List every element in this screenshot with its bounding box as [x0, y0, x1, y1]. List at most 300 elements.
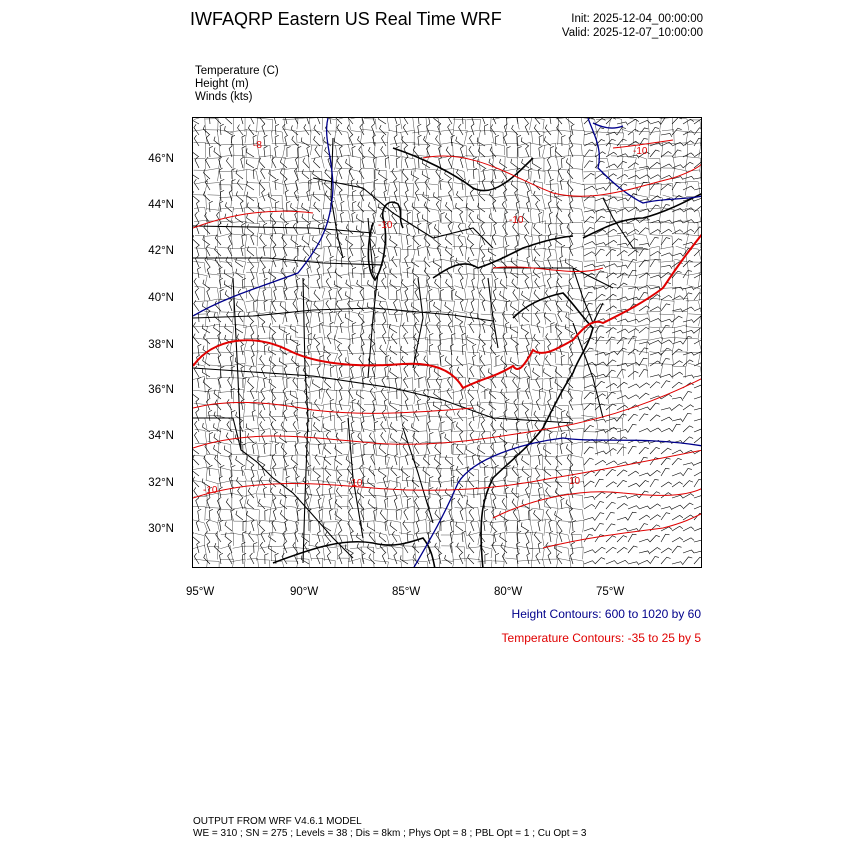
county-line: [193, 506, 205, 520]
county-line: [662, 236, 672, 248]
wind-barb: [473, 168, 477, 179]
wind-barb: [562, 157, 566, 168]
wind-barb: [261, 388, 265, 399]
county-line: [362, 129, 374, 144]
wind-barb: [220, 289, 224, 300]
wind-barb: [694, 551, 702, 554]
wind-barb: [324, 455, 331, 465]
wind-barb: [360, 289, 364, 300]
county-line: [429, 416, 442, 429]
county-line: [247, 262, 259, 273]
wind-barb: [408, 246, 412, 257]
wind-barb: [207, 542, 210, 553]
wind-barb: [336, 488, 342, 499]
wind-barb: [241, 344, 244, 355]
wind-barb: [694, 152, 702, 157]
wind-barb: [250, 388, 254, 399]
wind-barb: [202, 368, 210, 377]
county-line: [686, 301, 701, 312]
wind-barb: [549, 520, 552, 531]
county-line: [608, 207, 622, 223]
wind-barb: [661, 458, 671, 465]
wind-barb: [413, 543, 419, 553]
county-line: [387, 352, 401, 365]
wind-barb: [650, 307, 661, 311]
county-line: [322, 379, 335, 391]
wind-barb: [480, 245, 485, 256]
wind-barb: [198, 344, 202, 355]
county-line: [531, 364, 543, 376]
wind-barb: [477, 214, 485, 223]
wind-barb: [221, 190, 225, 201]
wind-barb: [524, 118, 530, 124]
wind-barb: [390, 368, 397, 377]
wind-barb: [302, 203, 309, 212]
legend-height: Height (m): [195, 78, 249, 90]
wind-barb: [469, 146, 474, 157]
wind-barb: [374, 179, 378, 190]
wind-barb: [324, 444, 331, 454]
wind-barb: [207, 289, 210, 300]
wind-barb: [401, 346, 408, 355]
wind-barb: [567, 180, 573, 190]
wind-barb: [448, 124, 452, 135]
weather-map: [193, 118, 702, 568]
contour-label: -10: [633, 146, 648, 157]
county-line: [569, 222, 584, 236]
county-line: [232, 234, 247, 248]
wind-barb: [193, 235, 199, 245]
wind-barb: [472, 278, 475, 289]
wind-barb: [639, 286, 650, 290]
wind-barb: [346, 280, 353, 289]
county-line: [245, 248, 257, 262]
wind-barb: [522, 268, 529, 278]
wind-barb: [694, 198, 702, 201]
wind-barb: [260, 476, 265, 487]
county-line: [441, 480, 454, 494]
wind-barb: [298, 146, 302, 157]
wind-barb: [275, 179, 279, 190]
temperature-contours: [193, 140, 702, 548]
wind-barb: [639, 447, 649, 454]
county-line: [634, 339, 647, 353]
wind-barb: [275, 443, 279, 454]
wind-barb: [402, 136, 408, 146]
wind-barb: [639, 383, 650, 388]
wind-barb: [396, 509, 400, 520]
wind-barb: [694, 495, 702, 498]
wind-barb: [672, 382, 682, 388]
county-line: [452, 417, 466, 430]
wind-barb: [209, 465, 213, 476]
wind-barb: [242, 465, 245, 476]
county-line: [584, 248, 597, 262]
county-line: [272, 416, 285, 429]
wind-barb: [400, 555, 408, 564]
wind-barb: [628, 208, 639, 213]
wind-barb: [459, 553, 463, 564]
wind-barb: [330, 256, 334, 267]
wind-barb: [275, 146, 279, 157]
wind-barb: [379, 467, 386, 476]
wind-barb: [395, 454, 398, 465]
wind-barb: [606, 306, 617, 311]
wind-barb: [194, 300, 199, 311]
wind-barb: [375, 257, 379, 268]
wind-barb: [301, 138, 309, 147]
wind-barb: [342, 421, 346, 432]
county-line: [207, 353, 219, 363]
wind-barb: [280, 169, 287, 179]
wind-barb: [672, 419, 683, 422]
county-line: [453, 119, 466, 129]
wind-barb: [205, 443, 210, 454]
wind-barb: [672, 239, 682, 245]
wind-barb: [517, 531, 521, 542]
wind-barb: [434, 302, 441, 311]
wind-barb: [445, 235, 452, 245]
wind-barb: [425, 179, 430, 190]
wind-barb: [482, 432, 485, 443]
wind-barb: [334, 281, 342, 290]
wind-barb: [512, 125, 518, 135]
wind-barb: [512, 466, 518, 476]
wind-barb: [394, 190, 397, 201]
wind-barb: [556, 268, 562, 278]
wind-barb: [337, 157, 342, 168]
wind-barb: [617, 128, 626, 136]
wind-barb: [466, 445, 474, 454]
wind-barb: [428, 421, 431, 432]
county-line: [338, 338, 350, 352]
county-line: [323, 389, 337, 404]
wind-barb: [406, 311, 409, 322]
wind-barb: [481, 223, 485, 234]
county-line: [208, 546, 218, 559]
wind-barb: [328, 267, 331, 278]
wind-barb: [628, 287, 639, 290]
wind-barb: [457, 191, 464, 201]
wind-barb: [584, 550, 595, 553]
wind-barb: [584, 504, 595, 509]
wind-barb: [606, 294, 617, 300]
wind-barb: [403, 443, 408, 454]
wind-barb: [683, 538, 694, 542]
county-line: [220, 312, 234, 325]
wind-barb: [639, 481, 649, 488]
wind-barb: [650, 403, 660, 410]
county-line: [309, 337, 324, 353]
wind-barb: [485, 554, 489, 565]
wind-barb: [683, 413, 692, 421]
county-line: [699, 352, 702, 366]
wind-barb: [567, 224, 573, 234]
wind-barb: [606, 139, 616, 146]
county-line: [338, 558, 349, 568]
wind-barb: [429, 344, 433, 355]
wind-barb: [672, 473, 683, 476]
wind-barb: [617, 122, 628, 125]
wind-barb: [339, 168, 342, 179]
wind-barb: [683, 360, 693, 366]
wind-barb: [264, 146, 268, 157]
wind-barb: [193, 455, 199, 465]
wind-barb: [661, 118, 670, 124]
wind-barb: [526, 388, 530, 399]
wind-barb: [694, 506, 702, 510]
wind-barb: [521, 324, 529, 333]
county-line: [377, 313, 388, 328]
wind-barb: [236, 511, 243, 520]
wind-barb: [448, 118, 452, 124]
wind-barb: [314, 158, 321, 168]
wind-barb: [522, 401, 529, 411]
county-line: [269, 506, 285, 519]
county-line: [270, 468, 283, 481]
wind-barb: [538, 487, 541, 498]
wind-barb: [572, 531, 575, 542]
wind-barb: [672, 165, 683, 168]
county-line: [272, 181, 284, 194]
wind-barb: [268, 192, 276, 201]
wind-barb: [550, 377, 554, 388]
wind-barb: [390, 422, 397, 432]
wind-barb: [477, 138, 485, 147]
county-line: [558, 507, 571, 523]
wind-barb: [262, 124, 265, 135]
county-line: [247, 559, 259, 568]
wind-barb: [358, 202, 364, 212]
wind-barb: [606, 512, 615, 520]
county-line: [440, 442, 453, 454]
wind-barb: [339, 399, 342, 410]
wind-barb: [263, 289, 266, 300]
wind-barb: [470, 366, 474, 377]
wind-barb: [501, 378, 507, 389]
wind-barb: [495, 553, 499, 564]
county-line: [364, 119, 376, 130]
wind-barb: [259, 521, 265, 531]
wind-barb: [259, 499, 265, 509]
county-line: [466, 532, 480, 545]
wind-barb: [683, 271, 692, 279]
wind-barb: [518, 147, 522, 158]
county-line: [233, 170, 247, 183]
wind-barb: [214, 137, 221, 146]
wind-barb: [617, 536, 627, 542]
wind-barb: [207, 520, 211, 531]
county-line: [635, 273, 647, 286]
wind-barb: [650, 428, 661, 432]
wind-barb: [317, 118, 320, 124]
lat-label: 38°N: [148, 339, 174, 351]
county-line: [441, 546, 453, 561]
wind-barb: [314, 202, 320, 212]
wind-barb: [661, 152, 672, 158]
wind-barb: [208, 388, 211, 399]
wind-barb: [209, 432, 213, 443]
wind-barb: [584, 458, 594, 465]
county-line: [350, 390, 361, 404]
wind-barb: [381, 146, 386, 157]
wind-barb: [427, 377, 430, 388]
wind-barb: [525, 410, 529, 421]
county-line: [453, 311, 466, 326]
wind-barb: [203, 378, 210, 388]
wind-barb: [336, 499, 343, 509]
wind-barb: [493, 289, 496, 300]
wind-barb: [456, 137, 463, 146]
county-line: [208, 365, 221, 378]
wind-barb: [394, 135, 397, 146]
wind-barb: [470, 322, 475, 333]
wind-barb: [492, 300, 496, 311]
wind-barb: [379, 444, 386, 454]
wind-barb: [193, 390, 199, 399]
county-line: [414, 416, 427, 432]
wind-barb: [452, 444, 456, 455]
wind-barb: [339, 190, 342, 201]
county-line: [609, 299, 621, 311]
wind-barb: [194, 553, 199, 564]
wind-barb: [406, 190, 409, 201]
wind-barb: [672, 482, 683, 487]
wind-barb: [650, 415, 660, 421]
wind-barb: [193, 334, 199, 344]
wind-barb: [217, 212, 222, 223]
county-line: [507, 532, 518, 549]
wind-barb: [560, 179, 563, 190]
wind-barb: [220, 520, 224, 531]
county-line: [296, 130, 311, 143]
county-line: [610, 365, 623, 379]
contour-label: -10: [378, 220, 393, 231]
county-line: [271, 222, 285, 236]
wind-barb: [584, 173, 594, 179]
county-line: [516, 274, 532, 289]
county-line: [220, 118, 233, 131]
lat-label: 32°N: [148, 477, 174, 489]
wind-barb: [672, 150, 681, 157]
county-line: [296, 221, 310, 233]
wind-barb: [385, 454, 389, 465]
wind-barb: [628, 495, 639, 498]
wind-barb: [628, 546, 638, 553]
wind-barb: [372, 245, 375, 256]
wind-barb: [568, 212, 573, 223]
county-line: [451, 142, 467, 157]
wind-barb: [529, 168, 533, 179]
wind-barb: [262, 465, 265, 476]
wind-barb: [606, 240, 617, 245]
wind-barb: [470, 245, 474, 256]
wind-barb: [595, 271, 604, 278]
wind-barb: [694, 307, 702, 311]
wind-barb: [353, 322, 357, 333]
wind-barb: [628, 163, 639, 168]
lat-label: 46°N: [148, 153, 174, 165]
county-line: [701, 132, 702, 143]
county-line: [349, 325, 363, 338]
county-line: [532, 221, 545, 234]
wind-barb: [396, 157, 400, 168]
wind-barb: [350, 245, 354, 256]
wind-barb: [584, 292, 593, 300]
wind-barb: [661, 238, 670, 245]
wind-barb: [694, 340, 702, 344]
county-line: [351, 285, 364, 300]
wind-barb: [314, 290, 320, 300]
wind-barb: [650, 162, 661, 168]
wind-barb: [329, 498, 332, 509]
wind-barb: [683, 307, 694, 311]
wind-barb: [261, 531, 265, 542]
wind-barb: [650, 447, 660, 454]
wind-barb: [346, 224, 353, 234]
wind-barb: [227, 421, 232, 432]
wind-barb: [360, 465, 364, 476]
wind-barb: [469, 509, 474, 520]
county-line: [477, 340, 492, 353]
county-line: [230, 389, 243, 403]
wind-barb: [683, 503, 693, 509]
wind-barb: [294, 256, 298, 267]
wind-barb: [683, 494, 694, 498]
wind-barb: [506, 300, 510, 311]
wind-barb: [617, 369, 626, 377]
wind-barb: [683, 557, 692, 564]
county-line: [348, 195, 362, 207]
wind-barb: [650, 150, 660, 157]
wind-barb: [214, 543, 221, 553]
county-line: [272, 327, 285, 339]
wind-barb: [534, 191, 540, 201]
wind-barb: [661, 348, 671, 355]
wind-barb: [259, 180, 265, 190]
wind-barb: [534, 257, 540, 267]
wind-barb: [224, 280, 232, 289]
county-line: [649, 327, 662, 340]
wind-barb: [628, 384, 639, 388]
wind-barb: [393, 487, 397, 498]
wind-barb: [561, 245, 565, 256]
county-line: [556, 325, 570, 338]
wind-barb: [247, 433, 254, 443]
wind-barb: [446, 202, 453, 212]
wind-barb: [544, 136, 551, 146]
wind-barb: [661, 468, 670, 476]
wind-barb: [606, 547, 616, 553]
wind-barb: [595, 374, 606, 377]
wind-barb: [382, 410, 386, 421]
wind-barb: [232, 465, 236, 476]
wind-barb: [228, 377, 232, 388]
wind-barb: [196, 498, 199, 509]
wind-barb: [390, 401, 397, 410]
county-line: [429, 429, 442, 444]
wind-barb: [548, 201, 551, 212]
wind-barb: [492, 542, 496, 553]
wind-barb: [567, 455, 573, 465]
wind-barb: [196, 223, 199, 234]
county-line: [335, 326, 350, 340]
wind-barb: [314, 136, 320, 146]
county-line: [582, 403, 596, 417]
county-line: [416, 194, 429, 208]
wind-barb: [694, 418, 702, 421]
wind-barb: [359, 146, 364, 157]
